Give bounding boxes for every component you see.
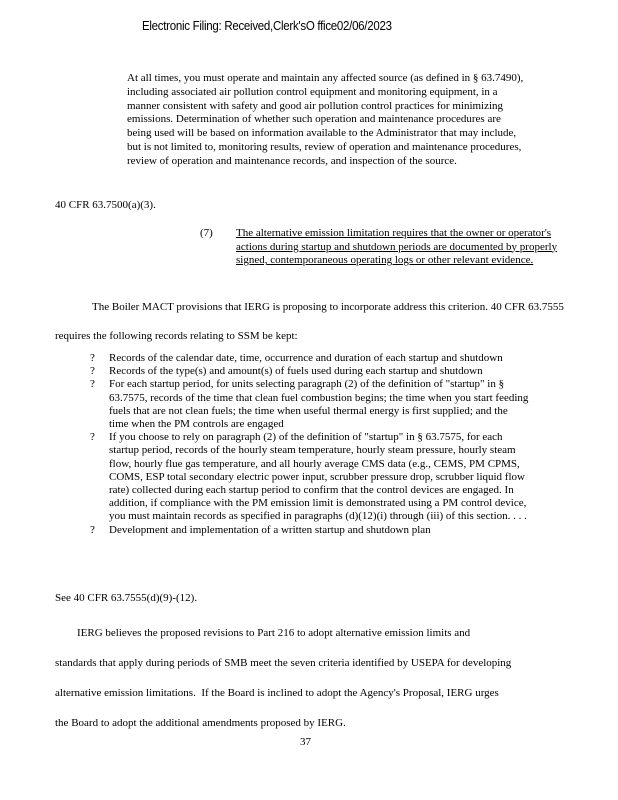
records-list: [90, 352, 530, 537]
paragraph-1: The Boiler MACT provisions that IERG is proposing to incorporate address this criterion. 40 CFR 63.7555 requires the following records relating to SSM be kept:: [55, 301, 564, 342]
bullet: ?: [90, 378, 95, 391]
list-item-text: If you choose to rely on paragraph (2) of the definition of "startup" in § 63.7575, for each startup period, records of the hourly steam temperature, hourly steam pressure, hourly steam flow, hourly flue gas temperature, and all hourly average CMS data (e.g., CEMS, PM CPMS, COMS, ESP total secondary electric power input, scrubber pressure drop, scrubber liquid flow rate) collected during each startup period to confirm that the control devices are engaged. In addition, if compliance with the PM emission limit is demonstrated using a PM control device, you must maintain records as specified in paragraphs (d)(12)(i) through (iii) of this section. . . .: [109, 431, 527, 523]
list-item-text: For each startup period, for units selecting paragraph (2) of the definition of "startup" in § 63.7575, records of the time that clean fuel combustion begins; the time when you start feeding fuels that are not clean fuels; the time when useful thermal energy is first supplied; and the time when the PM controls are engaged: [109, 378, 529, 431]
bullet: ?: [90, 431, 95, 444]
block-quote: At all times, you must operate and maintain any affected source (as defined in § 63.7490), including associated air pollution control equipment and monitoring equipment, in a manner consistent with safety and good air pollution control practices for minimizing emissions. Determination of whether such operation and maintenance procedures are being used will be based on information available to the Administrator that may include, but is not limited to, monitoring results, review of operation and maintenance procedures, review of operation and maintenance records, and inspection of the source.: [127, 72, 524, 167]
list-item: [90, 352, 530, 365]
list-item: [90, 431, 530, 523]
electronic-filing-header: Electronic Filing: Received,Clerk'sO ffice02/06/2023: [142, 19, 392, 33]
paragraph-2: [55, 618, 565, 738]
item-7-number: (7): [200, 227, 213, 239]
bullet: ?: [90, 352, 95, 364]
paragraph-2-line: standards that apply during periods of SMB meet the seven criteria identified by USEPA for developing: [55, 657, 512, 669]
item-7-text: The alternative emission limitation requires that the owner or operator's actions during startup and shutdown periods are documented by properly signed, contemporaneous operating logs or other relevant evidence.: [236, 227, 558, 266]
paragraph-2-line: the Board to adopt the additional amendments proposed by IERG.: [55, 717, 346, 729]
list-item-text: Development and implementation of a written startup and shutdown plan: [109, 523, 431, 536]
page-number: 37: [300, 736, 311, 748]
list-item: [90, 365, 530, 378]
citation-2: See 40 CFR 63.7555(d)(9)-(12).: [55, 592, 198, 604]
list-item: [90, 378, 530, 431]
list-item-text: Records of the calendar date, time, occurrence and duration of each startup and shutdown: [109, 352, 503, 364]
citation-1: 40 CFR 63.7500(a)(3).: [55, 199, 156, 211]
bullet: ?: [90, 365, 95, 378]
paragraph-2-line: IERG believes the proposed revisions to Part 216 to adopt alternative emission limits and: [55, 627, 471, 639]
list-item: [90, 524, 530, 537]
list-item-text: Records of the type(s) and amount(s) of fuels used during each startup and shutdown: [109, 365, 483, 378]
paragraph-2-line: alternative emission limitations. If the Board is inclined to adopt the Agency's Proposal, IERG urges: [55, 687, 499, 699]
bullet: ?: [90, 523, 95, 536]
